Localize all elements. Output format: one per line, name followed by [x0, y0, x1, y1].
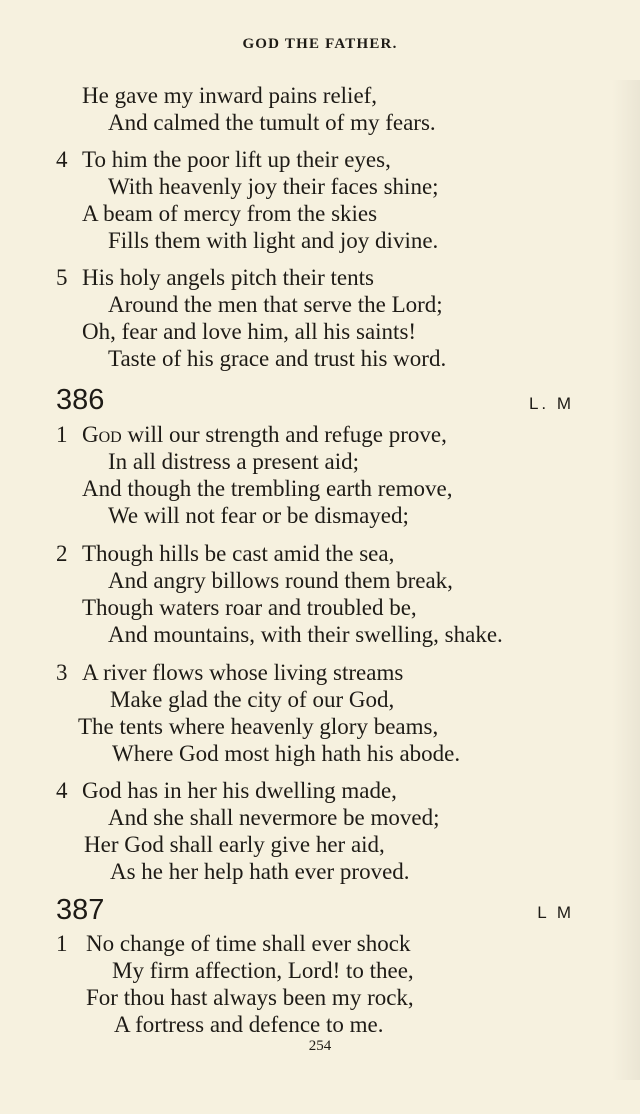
running-header: GOD THE FATHER. — [242, 36, 398, 52]
verse-line: Where God most high hath his abode. — [112, 741, 461, 766]
hymn-number: 387 — [56, 894, 105, 926]
verse-line: To him the poor lift up their eyes, — [82, 147, 391, 172]
verse-line: As he her help hath ever proved. — [110, 859, 410, 884]
verse-line: A fortress and defence to me. — [114, 1012, 384, 1037]
verse-line: We will not fear or be dismayed; — [108, 503, 409, 528]
verse-line: His holy angels pitch their tents — [82, 265, 374, 290]
verse-line: For thou hast always been my rock, — [86, 985, 414, 1010]
hymn-meter: L M — [537, 903, 574, 922]
verse-line: My firm affection, Lord! to thee, — [112, 958, 414, 983]
stanza-number: 1 — [56, 931, 68, 956]
verse-line: Taste of his grace and trust his word. — [108, 346, 447, 371]
stanza-number: 4 — [56, 147, 68, 172]
verse-line: A beam of mercy from the skies — [82, 201, 378, 226]
verse-line: And she shall nevermore be moved; — [108, 805, 440, 830]
verse-line: Around the men that serve the Lord; — [108, 292, 443, 317]
verse-line: With heavenly joy their faces shine; — [108, 174, 439, 199]
stanza-number: 1 — [56, 422, 68, 447]
verse-line: Fills them with light and joy divine. — [108, 228, 439, 253]
stanza-number: 4 — [56, 778, 68, 803]
stanza-number: 3 — [56, 660, 68, 685]
verse-line — [82, 421, 447, 448]
verse-line: Make glad the city of our God, — [110, 687, 395, 712]
verse-line: Oh, fear and love him, all his saints! — [82, 319, 417, 344]
small-caps-first-word: God — [82, 422, 122, 447]
verse-line: Her God shall early give her aid, — [84, 832, 385, 857]
verse-line: He gave my inward pains relief, — [82, 83, 378, 108]
stanza-number: 2 — [56, 541, 68, 566]
verse-line: A river flows whose living streams — [82, 660, 404, 685]
verse-line: God has in her his dwelling made, — [82, 778, 397, 803]
hymn-number: 386 — [56, 384, 105, 416]
verse-line: In all distress a present aid; — [108, 449, 360, 474]
facing-page-bleed — [612, 80, 640, 1080]
stanza-number: 5 — [56, 265, 68, 290]
verse-line-rest: will our strength and refuge prove, — [121, 422, 447, 447]
verse-line: And calmed the tumult of my fears. — [108, 110, 436, 135]
verse-line: And angry billows round them break, — [108, 568, 453, 593]
verse-line: And mountains, with their swelling, shake. — [108, 622, 503, 647]
page-number: 254 — [308, 1038, 332, 1054]
verse-line: No change of time shall ever shock — [86, 931, 411, 956]
verse-line: Though waters roar and troubled be, — [82, 595, 417, 620]
hymn-meter: L. M — [528, 394, 574, 413]
verse-line: And though the trembling earth remove, — [82, 476, 453, 501]
verse-line: The tents where heavenly glory beams, — [78, 714, 439, 739]
verse-line: Though hills be cast amid the sea, — [82, 541, 395, 566]
